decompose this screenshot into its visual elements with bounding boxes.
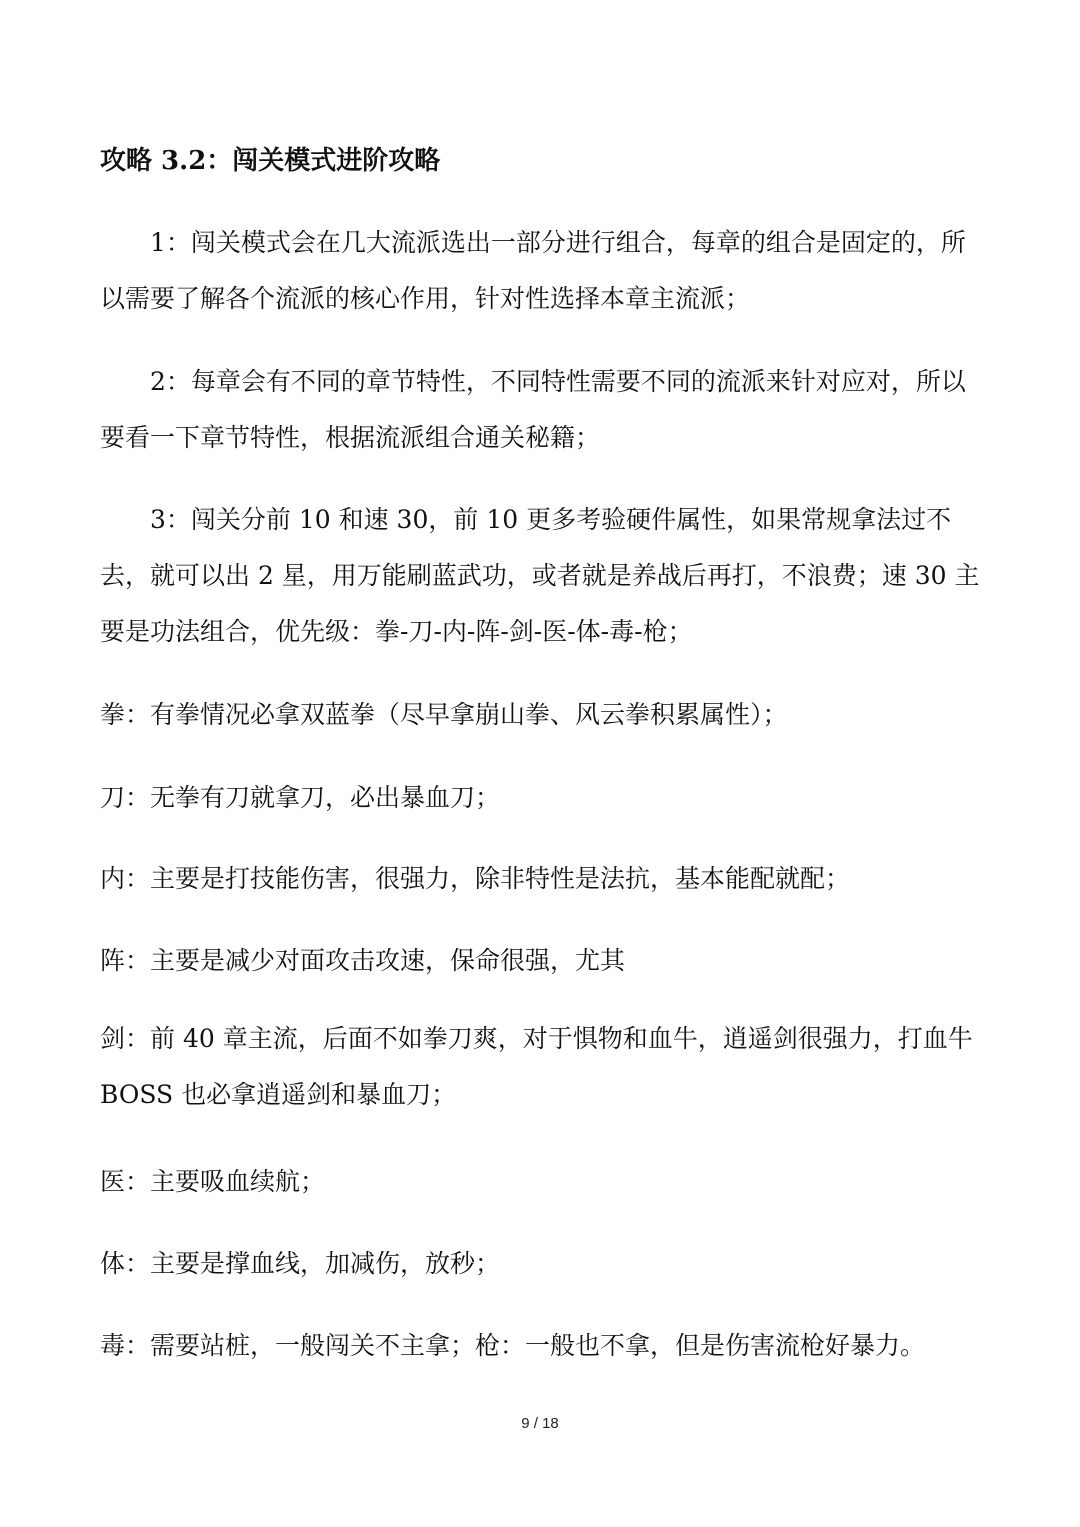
fist-school-line: 拳：有拳情况必拿双蓝拳（尽早拿崩山拳、风云拳积累属性）； (100, 700, 788, 729)
paragraph-1: 1：闯关模式会在几大流派选出一部分进行组合，每章的组合是固定的，所以需要了解各个流派的核心作用，针对性选择本章主流派； (100, 228, 966, 313)
page-number: 9 / 18 (521, 1415, 559, 1432)
blade-school-line: 刀：无拳有刀就拿刀，必出暴血刀； (100, 783, 501, 812)
formation-school-line: 阵：主要是减少对面攻击攻速，保命很强，尤其 (100, 946, 626, 975)
section-title: 攻略 3.2：闯关模式进阶攻略 (100, 146, 441, 176)
sword-school-paragraph: 剑：前 40 章主流，后面不如拳刀爽，对于惧物和血牛，逍遥剑很强力，打血牛 BOSS 也必拿逍遥剑和暴血刀； (100, 1024, 973, 1109)
poison-spear-school-line: 毒：需要站桩，一般闯关不主拿；枪：一般也不拿，但是伤害流枪好暴力。 (100, 1331, 926, 1360)
body-school-line: 体：主要是撑血线，加减伤，放秒； (100, 1249, 501, 1278)
inner-school-line: 内：主要是打技能伤害，很强力，除非特性是法抗，基本能配就配； (100, 864, 851, 893)
paragraph-2: 2：每章会有不同的章节特性，不同特性需要不同的流派来针对应对，所以要看一下章节特性，根据流派组合通关秘籍； (100, 367, 966, 452)
paragraph-3: 3：闯关分前 10 和速 30，前 10 更多考验硬件属性，如果常规拿法过不去，就可以出 2 星，用万能刷蓝武功，或者就是养战后再打，不浪费；速 30 主要是功法组合，优先级：拳-刀-内-阵-剑-医-体-毒-枪； (100, 505, 980, 646)
medicine-school-line: 医：主要吸血续航； (100, 1167, 326, 1196)
